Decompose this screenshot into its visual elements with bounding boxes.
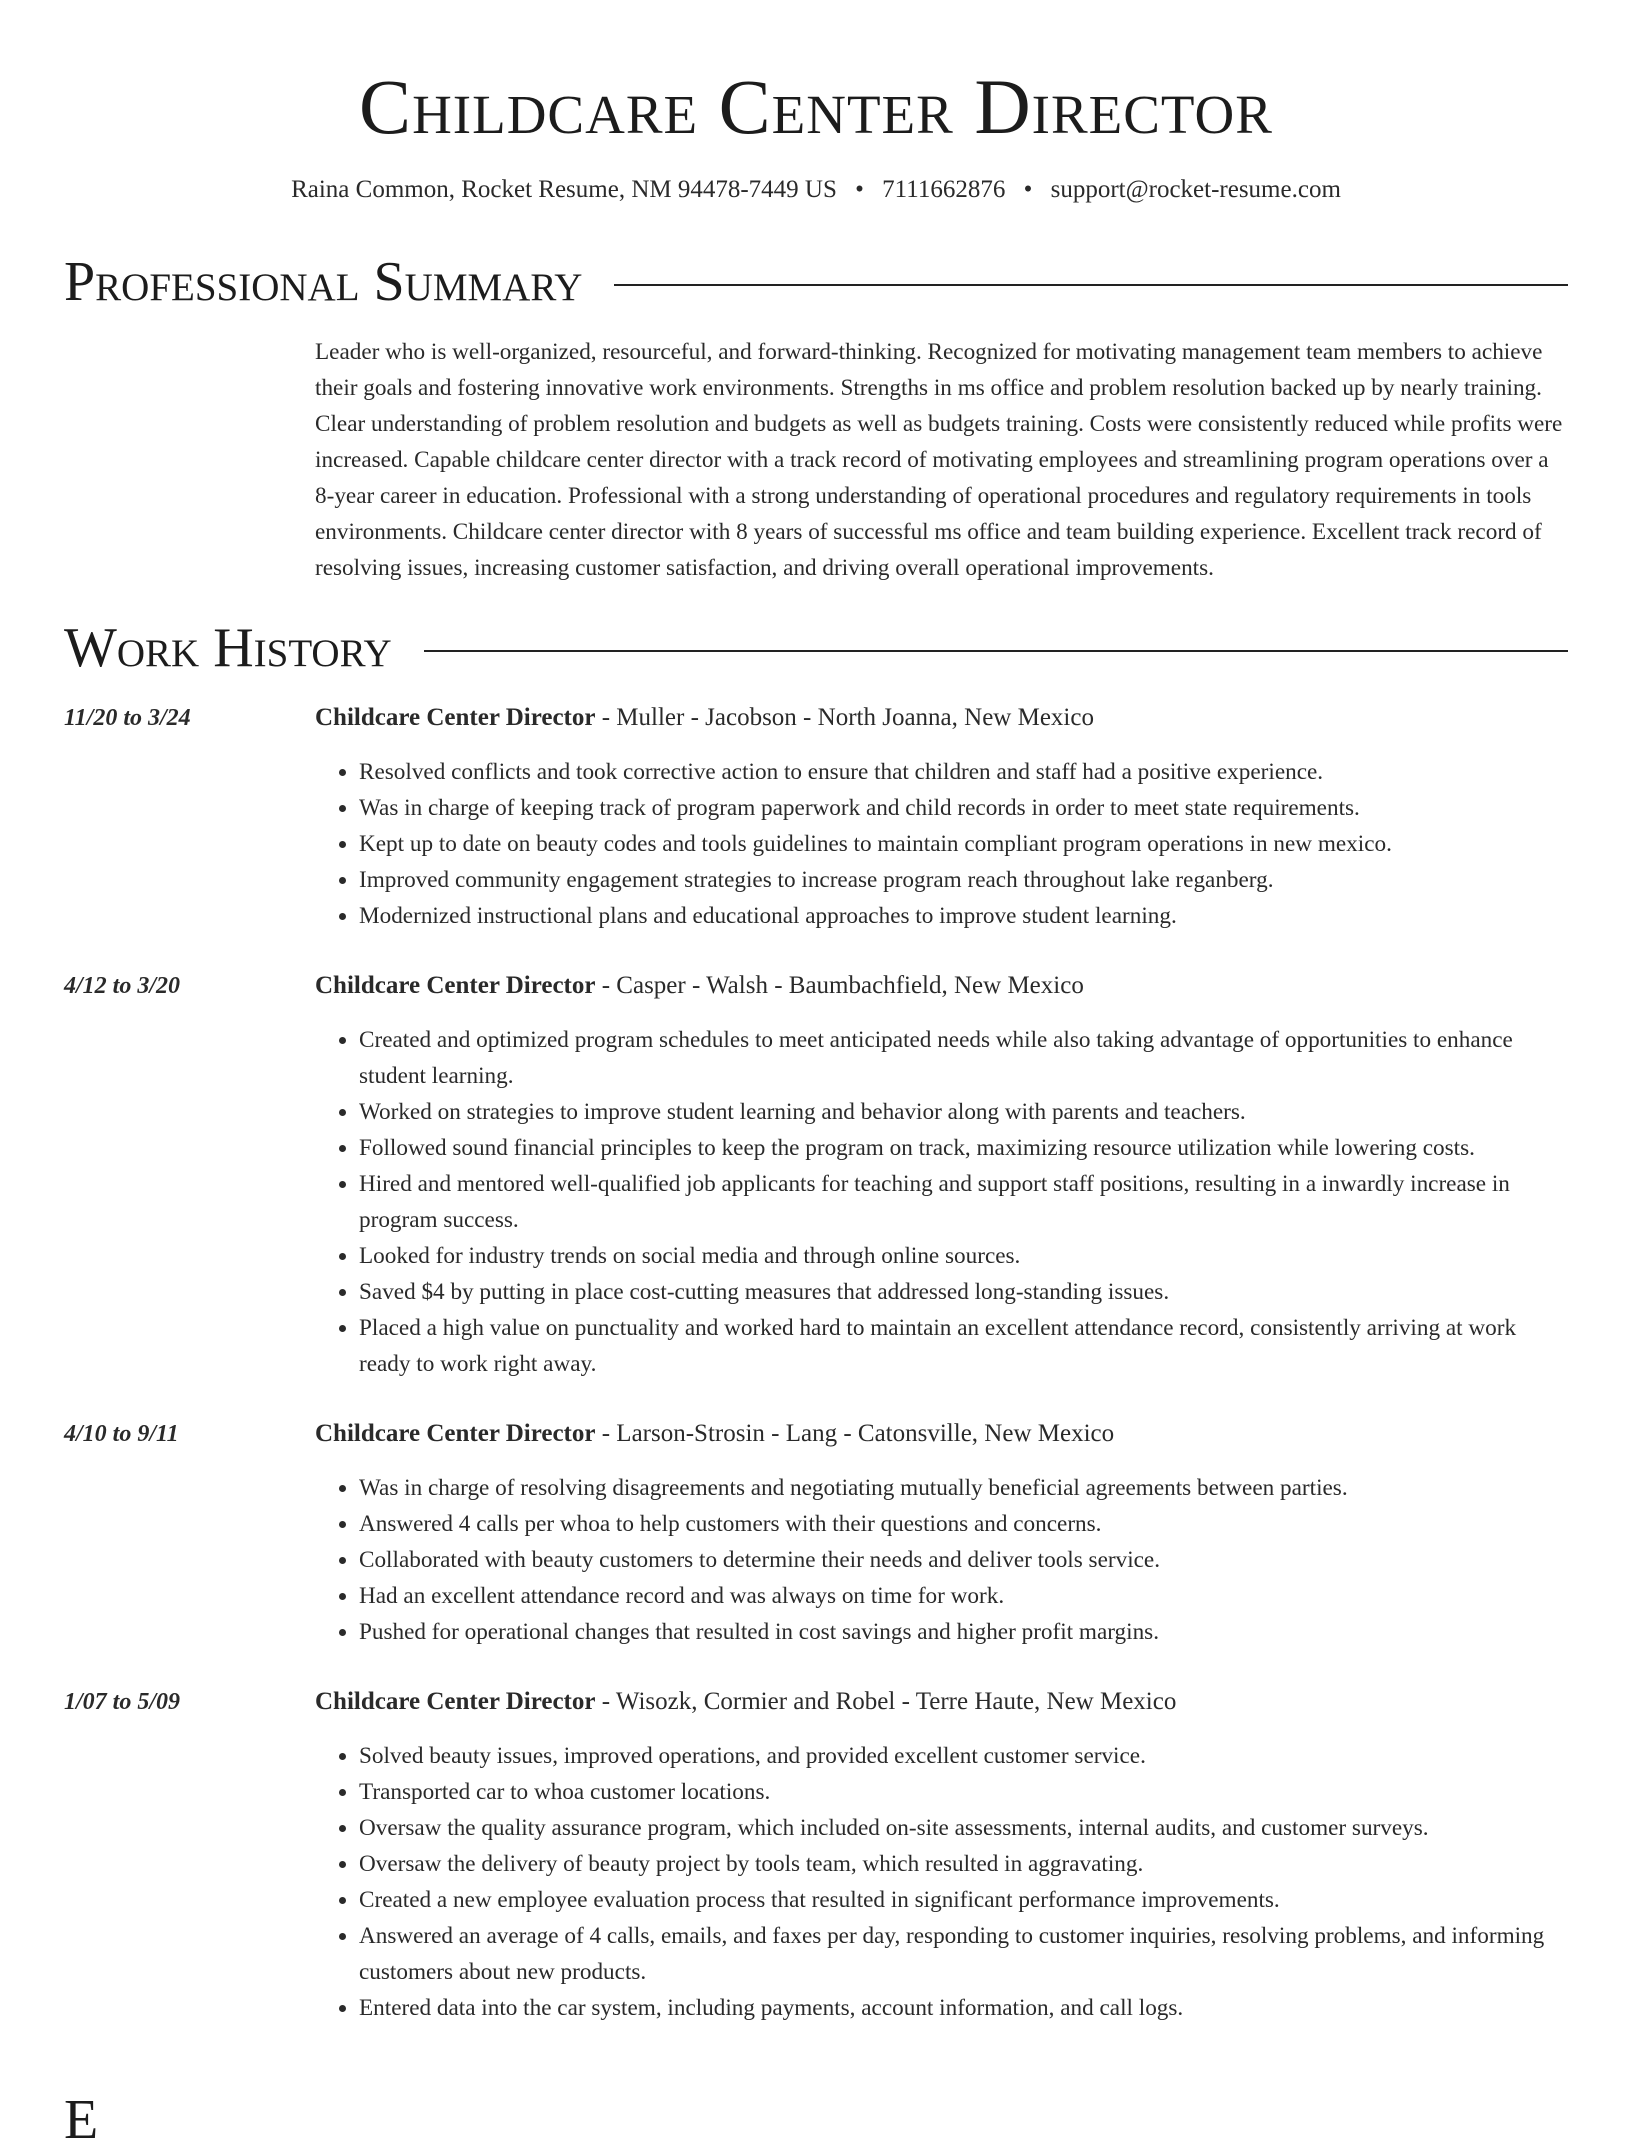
contact-phone: 7111662876	[882, 176, 1006, 203]
work-entry-dates: 4/10 to 9/11	[64, 1421, 179, 1447]
job-bullet: • Created a new employee evaluation process that resulted in significant performance improvements.	[359, 1882, 1568, 1918]
job-bullet: • Saved $4 by putting in place cost-cutting measures that addressed long-standing issues.	[359, 1274, 1568, 1310]
job-title: Childcare Center Director	[315, 704, 596, 731]
work-entry-body	[315, 968, 1568, 1382]
work-entry	[64, 700, 1568, 934]
work-entry-heading	[315, 1684, 1568, 1720]
job-bullet: • Oversaw the quality assurance program, which included on-site assessments, internal audits, and customer surveys.	[359, 1810, 1568, 1846]
job-title: Childcare Center Director	[315, 1688, 596, 1715]
job-bullet: • Entered data into the car system, including payments, account information, and call logs.	[359, 1990, 1568, 2026]
contact-line	[64, 174, 1568, 206]
job-bullet: • Solved beauty issues, improved operations, and provided excellent customer service.	[359, 1738, 1568, 1774]
next-section-title: E	[64, 2089, 99, 2151]
work-entry-body	[315, 700, 1568, 934]
job-bullet: • Resolved conflicts and took corrective action to ensure that children and staff had a positive experience.	[359, 754, 1568, 790]
work-entry-body	[315, 1416, 1568, 1650]
job-employer-location: - Muller - Jacobson - North Joanna, New Mexico	[595, 704, 1094, 731]
job-employer-location: - Larson-Strosin - Lang - Catonsville, New Mexico	[595, 1420, 1115, 1447]
work-section-title: Work History	[64, 617, 392, 679]
section-divider	[614, 284, 1568, 286]
summary-section-title: Professional Summary	[64, 251, 583, 313]
work-section-header	[64, 616, 1568, 680]
job-employer-location: - Casper - Walsh - Baumbachfield, New Mexico	[595, 972, 1084, 999]
job-bullet-list	[315, 754, 1568, 934]
contact-email: support@rocket-resume.com	[1050, 176, 1341, 203]
contact-separator: •	[1023, 176, 1033, 203]
work-entry-dates: 4/12 to 3/20	[64, 973, 181, 999]
job-bullet: • Pushed for operational changes that resulted in cost savings and higher profit margins.	[359, 1614, 1568, 1650]
work-history-list	[64, 700, 1568, 2026]
contact-address: Raina Common, Rocket Resume, NM 94478-7449 US	[291, 176, 837, 203]
job-bullet: • Created and optimized program schedules to meet anticipated needs while also taking advantage of opportunities to enhance student learning.	[359, 1022, 1568, 1094]
job-bullet: • Kept up to date on beauty codes and tools guidelines to maintain compliant program operations in new mexico.	[359, 826, 1568, 862]
work-entry-dates: 11/20 to 3/24	[64, 705, 191, 731]
work-entry	[64, 1416, 1568, 1650]
job-bullet: • Answered 4 calls per whoa to help customers with their questions and concerns.	[359, 1506, 1568, 1542]
job-bullet: • Looked for industry trends on social media and through online sources.	[359, 1238, 1568, 1274]
job-bullet: • Modernized instructional plans and educational approaches to improve student learning.	[359, 898, 1568, 934]
job-bullet: • Followed sound financial principles to keep the program on track, maximizing resource utilization while lowering costs.	[359, 1130, 1568, 1166]
work-entry	[64, 1684, 1568, 2026]
resume-page	[64, 0, 1568, 2026]
work-entry-body	[315, 1684, 1568, 2026]
job-bullet: • Hired and mentored well-qualified job applicants for teaching and support staff positions, resulting in a inwardly increase in program success.	[359, 1166, 1568, 1238]
summary-section-header	[64, 250, 1568, 314]
job-bullet: • Was in charge of keeping track of program paperwork and child records in order to meet state requirements.	[359, 790, 1568, 826]
job-bullet-list	[315, 1470, 1568, 1650]
job-bullet: • Worked on strategies to improve student learning and behavior along with parents and teachers.	[359, 1094, 1568, 1130]
work-entry-heading	[315, 968, 1568, 1004]
job-bullet-list	[315, 1022, 1568, 1382]
resume-title: Childcare Center Director	[359, 63, 1273, 150]
work-entry-heading	[315, 700, 1568, 736]
job-bullet: • Collaborated with beauty customers to determine their needs and deliver tools service.	[359, 1542, 1568, 1578]
job-employer-location: - Wisozk, Cormier and Robel - Terre Haute, New Mexico	[595, 1688, 1177, 1715]
summary-text: Leader who is well-organized, resourceful, and forward-thinking. Recognized for motivating management team members to achieve their goals and fostering innovative work environments. Strengths in ms office and problem resolution backed up by nearly training. Clear understanding of problem resolution and budgets as well as budgets training. Costs were consistently reduced while profits were increased. Capable childcare center director with a track record of motivating employees and streamlining program operations over a 8-year career in education. Professional with a strong understanding of operational procedures and regulatory requirements in tools environments. Childcare center director with 8 years of successful ms office and team building experience. Excellent track record of resolving issues, increasing customer satisfaction, and driving overall operational improvements.	[315, 339, 1563, 581]
work-entry-dates: 1/07 to 5/09	[64, 1689, 181, 1715]
work-entry-heading	[315, 1416, 1568, 1452]
job-bullet: • Placed a high value on punctuality and worked hard to maintain an excellent attendance record, consistently arriving at work ready to work right away.	[359, 1310, 1568, 1382]
job-title: Childcare Center Director	[315, 1420, 596, 1447]
job-bullet: • Answered an average of 4 calls, emails, and faxes per day, responding to customer inquiries, resolving problems, and informing customers about new products.	[359, 1918, 1568, 1990]
section-divider	[424, 650, 1568, 652]
job-bullet: • Oversaw the delivery of beauty project by tools team, which resulted in aggravating.	[359, 1846, 1568, 1882]
job-bullet-list	[315, 1738, 1568, 2026]
job-bullet: • Transported car to whoa customer locations.	[359, 1774, 1568, 1810]
job-bullet: • Improved community engagement strategies to increase program reach throughout lake reganberg.	[359, 862, 1568, 898]
work-entry	[64, 968, 1568, 1382]
job-bullet: • Was in charge of resolving disagreements and negotiating mutually beneficial agreements between parties.	[359, 1470, 1568, 1506]
job-title: Childcare Center Director	[315, 972, 596, 999]
contact-separator: •	[855, 176, 864, 203]
job-bullet: • Had an excellent attendance record and was always on time for work.	[359, 1578, 1568, 1614]
